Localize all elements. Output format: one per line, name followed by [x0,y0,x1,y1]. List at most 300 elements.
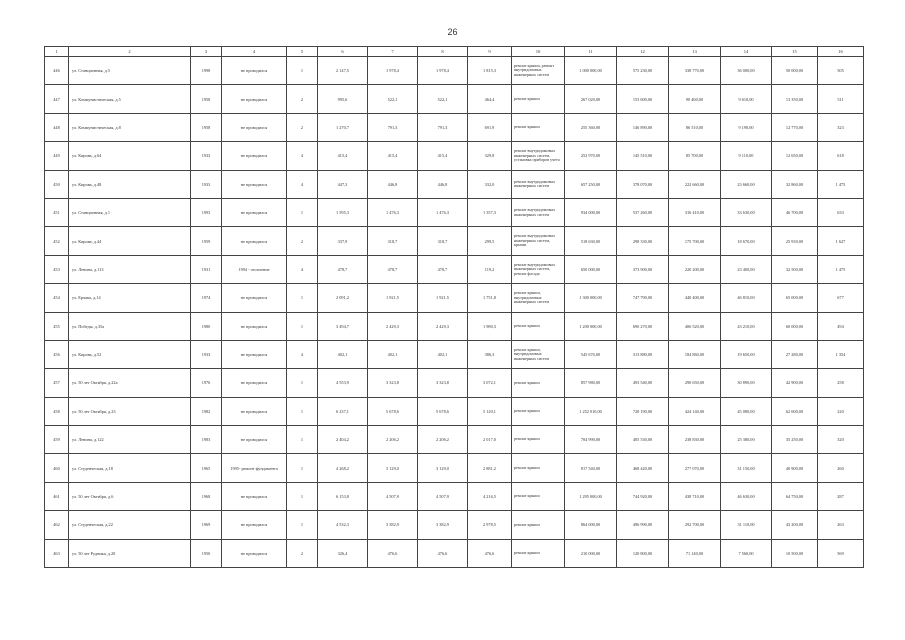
owners-cost-cell: 12 650,00 [772,142,818,170]
work-type-cell: ремонт крыши [512,454,565,482]
regional-cost-cell: 292 700,00 [669,511,721,539]
residential-area-cell: 2 978,5 [468,511,512,539]
fund-cost-cell: 720 190,00 [617,397,669,425]
premises-area-cell: 478,7 [418,255,468,283]
regional-cost-cell: 175 700,00 [669,227,721,255]
municipal-cost-cell: 31 110,00 [721,511,772,539]
year-built-cell: 1968 [191,482,222,510]
column-header: 11 [565,47,617,57]
total-cost-cell: 255 360,00 [565,113,617,141]
work-type-cell: ремонт крыши [512,426,565,454]
year-built-cell: 1931 [191,255,222,283]
living-area-cell: 5 678,6 [368,397,418,425]
address-cell: ул. Победы, д.35а [69,312,191,340]
row-number: 447 [45,85,69,113]
address-cell: ул. Кирова, д.44 [69,227,191,255]
residential-area-cell: 332,0 [468,170,512,198]
regional-cost-cell: 424 140,00 [669,397,721,425]
year-built-cell: 1959 [191,227,222,255]
floors-cell: 1 [287,511,318,539]
work-type-cell: ремонт крыши [512,113,565,141]
municipal-cost-cell: 31 150,00 [721,454,772,482]
living-area-cell: 402,1 [368,340,418,368]
residential-area-cell: 386,3 [468,340,512,368]
specific-cost-cell: 323 [818,113,864,141]
column-header: 14 [721,47,772,57]
floors-cell: 1 [287,369,318,397]
row-number: 456 [45,340,69,368]
address-cell: ул. Ленина, д.113 [69,255,191,283]
total-area-cell: 6 153,8 [318,482,368,510]
address-cell: ул. Студенческая, д.22 [69,511,191,539]
row-number: 452 [45,227,69,255]
owners-cost-cell: 50 000,00 [772,57,818,85]
municipal-cost-cell: 43 210,00 [721,312,772,340]
municipal-cost-cell: 46 630,00 [721,482,772,510]
premises-area-cell: 446,8 [418,170,468,198]
premises-area-cell: 3 129,0 [418,454,468,482]
page-number: 26 [447,27,458,37]
last-repair-cell: 1995- ремонт фундамента [222,454,287,482]
column-header: 6 [318,47,368,57]
regional-cost-cell: 184 860,00 [669,340,721,368]
column-header: 1 [45,47,69,57]
table-body [45,57,864,568]
regional-cost-cell: 316 410,00 [669,198,721,226]
living-area-cell: 318,7 [368,227,418,255]
row-number: 458 [45,397,69,425]
year-built-cell: 1950 [191,539,222,567]
regional-cost-cell: 222 660,00 [669,170,721,198]
work-type-cell: ремонт внутридомовых инженерных систем, ремонт фасада [512,255,565,283]
residential-area-cell: 119,2 [468,255,512,283]
fund-cost-cell: 747 790,00 [617,284,669,312]
premises-area-cell: 402,1 [418,340,468,368]
row-number: 453 [45,255,69,283]
total-area-cell: 2 404,2 [318,426,368,454]
owners-cost-cell: 43 200,00 [772,511,818,539]
living-area-cell: 1 921,5 [368,284,418,312]
premises-area-cell: 1 921,5 [418,284,468,312]
regional-cost-cell: 440 400,00 [669,284,721,312]
column-header: 3 [191,47,222,57]
row-number: 457 [45,369,69,397]
specific-cost-cell: 220 [818,397,864,425]
owners-cost-cell: 35 250,00 [772,426,818,454]
owners-cost-cell: 40 900,00 [772,454,818,482]
total-cost-cell: 817 540,00 [565,454,617,482]
column-header: 10 [512,47,565,57]
premises-area-cell: 476,6 [418,539,468,567]
total-area-cell: 1 270,7 [318,113,368,141]
row-number: 455 [45,312,69,340]
floors-cell: 1 [287,397,318,425]
municipal-cost-cell: 33 630,00 [721,198,772,226]
total-cost-cell: 267 020,00 [565,85,617,113]
total-area-cell: 402,1 [318,340,368,368]
regional-cost-cell: 86 510,00 [669,113,721,141]
regional-cost-cell: 277 070,00 [669,454,721,482]
municipal-cost-cell: 7 560,00 [721,539,772,567]
regional-cost-cell: 338 770,00 [669,57,721,85]
regional-cost-cell: 71 140,00 [669,539,721,567]
living-area-cell: 3 382,9 [368,511,418,539]
table-row [45,397,864,425]
premises-area-cell: 1 476,3 [418,198,468,226]
living-area-cell: 522,1 [368,85,418,113]
year-built-cell: 1933 [191,170,222,198]
table-row [45,539,864,567]
floors-cell: 4 [287,340,318,368]
header-row [45,47,864,57]
address-cell: ул. 50 лет Октября, д.23 [69,397,191,425]
floors-cell: 2 [287,85,318,113]
table-row [45,198,864,226]
residential-area-cell: 1 815,3 [468,57,512,85]
table-row [45,454,864,482]
column-header: 12 [617,47,669,57]
year-built-cell: 1958 [191,113,222,141]
row-number: 462 [45,511,69,539]
address-cell: ул. 50 лет Октября, д.22а [69,369,191,397]
total-cost-cell: 1 252 010,00 [565,397,617,425]
floors-cell: 4 [287,255,318,283]
living-area-cell: 415,4 [368,142,418,170]
specific-cost-cell: 1 475 [818,170,864,198]
last-repair-cell: не проводился [222,511,287,539]
address-cell: ул. Кирова, д.64 [69,142,191,170]
fund-cost-cell: 496 990,00 [617,511,669,539]
table-row [45,57,864,85]
premises-area-cell: 791,3 [418,113,468,141]
regional-cost-cell: 290 650,00 [669,369,721,397]
address-cell: ул. Станционная, д.1 [69,198,191,226]
last-repair-cell: не проводился [222,170,287,198]
residential-area-cell: 1 751,8 [468,284,512,312]
column-header: 7 [368,47,418,57]
capital-repair-table [44,46,864,568]
fund-cost-cell: 145 510,00 [617,142,669,170]
premises-area-cell: 3 323,8 [418,369,468,397]
owners-cost-cell: 32 500,00 [772,255,818,283]
living-area-cell: 791,3 [368,113,418,141]
address-cell: ул. Кирова, д.52 [69,340,191,368]
row-number: 460 [45,454,69,482]
specific-cost-cell: 258 [818,369,864,397]
municipal-cost-cell: 45 080,00 [721,397,772,425]
last-repair-cell: 1994 - отопление [222,255,287,283]
address-cell: ул. Ерчака, д.14 [69,284,191,312]
regional-cost-cell: 406 520,00 [669,312,721,340]
regional-cost-cell: 85 700,00 [669,142,721,170]
address-cell: ул. Студенческая, д.18 [69,454,191,482]
specific-cost-cell: 1 475 [818,255,864,283]
residential-area-cell: 3 072,1 [468,369,512,397]
specific-cost-cell: 677 [818,284,864,312]
premises-area-cell: 318,7 [418,227,468,255]
table-row [45,142,864,170]
regional-cost-cell: 238 830,00 [669,426,721,454]
work-type-cell: ремонт внутридомовых инженерных систем, установка приборов учета [512,142,565,170]
year-built-cell: 1976 [191,369,222,397]
last-repair-cell: не проводился [222,284,287,312]
column-header: 15 [772,47,818,57]
municipal-cost-cell: 9 190,00 [721,113,772,141]
specific-cost-cell: 260 [818,454,864,482]
premises-area-cell: 2 429,3 [418,312,468,340]
premises-area-cell: 3 382,9 [418,511,468,539]
regional-cost-cell: 220 200,00 [669,255,721,283]
premises-area-cell: 415,4 [418,142,468,170]
column-header: 2 [69,47,191,57]
municipal-cost-cell: 25 380,00 [721,426,772,454]
specific-cost-cell: 494 [818,312,864,340]
table-row [45,340,864,368]
row-number: 459 [45,426,69,454]
table-row [45,511,864,539]
municipal-cost-cell: 36 000,00 [721,57,772,85]
column-header: 9 [468,47,512,57]
year-built-cell: 1933 [191,340,222,368]
work-type-cell: ремонт внутридомовых инженерных систем, крыши [512,227,565,255]
total-cost-cell: 657 250,00 [565,170,617,198]
specific-cost-cell: 511 [818,85,864,113]
fund-cost-cell: 146 890,00 [617,113,669,141]
regional-cost-cell: 438 710,00 [669,482,721,510]
row-number: 446 [45,57,69,85]
work-type-cell: ремонт крыши, ремонт внутридомовых инженерных систем [512,57,565,85]
address-cell: ул. 50 лет Октября, д.6 [69,482,191,510]
fund-cost-cell: 690 270,00 [617,312,669,340]
regional-cost-cell: 90 460,00 [669,85,721,113]
total-cost-cell: 1 300 000,00 [565,284,617,312]
column-header: 13 [669,47,721,57]
fund-cost-cell: 120 800,00 [617,539,669,567]
residential-area-cell: 299,5 [468,227,512,255]
municipal-cost-cell: 9 110,00 [721,142,772,170]
residential-area-cell: 691,9 [468,113,512,141]
fund-cost-cell: 378 070,00 [617,170,669,198]
work-type-cell: ремонт крыши, внутридомовых инженерных систем [512,340,565,368]
floors-cell: 2 [287,539,318,567]
specific-cost-cell: 263 [818,511,864,539]
fund-cost-cell: 468 420,00 [617,454,669,482]
last-repair-cell: не проводился [222,539,287,567]
column-header: 5 [287,47,318,57]
total-area-cell: 4 532,3 [318,511,368,539]
last-repair-cell: не проводился [222,369,287,397]
living-area-cell: 478,7 [368,255,418,283]
owners-cost-cell: 12 770,00 [772,113,818,141]
floors-cell: 4 [287,142,318,170]
total-area-cell: 447,3 [318,170,368,198]
year-built-cell: 1974 [191,284,222,312]
column-header: 16 [818,47,864,57]
year-built-cell: 1958 [191,85,222,113]
work-type-cell: ремонт крыши [512,397,565,425]
last-repair-cell: не проводился [222,142,287,170]
address-cell: ул. 50 лет Рудника, д.20 [69,539,191,567]
owners-cost-cell: 10 500,00 [772,539,818,567]
table-row [45,170,864,198]
total-cost-cell: 864 000,00 [565,511,617,539]
work-type-cell: ремонт внутридомовых инженерных систем [512,198,565,226]
total-area-cell: 337,9 [318,227,368,255]
total-area-cell: 3 494,7 [318,312,368,340]
table-row [45,369,864,397]
residential-area-cell: 329,8 [468,142,512,170]
last-repair-cell: не проводился [222,426,287,454]
row-number: 450 [45,170,69,198]
living-area-cell: 2 206,2 [368,426,418,454]
table-row [45,312,864,340]
fund-cost-cell: 298 330,00 [617,227,669,255]
total-area-cell: 4 553,9 [318,369,368,397]
floors-cell: 1 [287,312,318,340]
residential-area-cell: 1 980,3 [468,312,512,340]
year-built-cell: 1993 [191,198,222,226]
year-built-cell: 1969 [191,511,222,539]
total-area-cell: 415,4 [318,142,368,170]
fund-cost-cell: 373 900,00 [617,255,669,283]
work-type-cell: ремонт крыши [512,539,565,567]
column-header: 4 [222,47,287,57]
specific-cost-cell: 1 354 [818,340,864,368]
year-built-cell: 1982 [191,397,222,425]
living-area-cell: 4 507,9 [368,482,418,510]
residential-area-cell: 1 357,3 [468,198,512,226]
total-area-cell: 2 147,5 [318,57,368,85]
total-cost-cell: 210 000,00 [565,539,617,567]
premises-area-cell: 5 678,6 [418,397,468,425]
living-area-cell: 3 129,0 [368,454,418,482]
living-area-cell: 446,8 [368,170,418,198]
row-number: 451 [45,198,69,226]
total-area-cell: 4 268,2 [318,454,368,482]
total-area-cell: 2 091,2 [318,284,368,312]
municipal-cost-cell: 23 660,00 [721,170,772,198]
premises-area-cell: 2 206,2 [418,426,468,454]
residential-area-cell: 2 017,0 [468,426,512,454]
work-type-cell: ремонт крыши [512,511,565,539]
year-built-cell: 1933 [191,142,222,170]
floors-cell: 1 [287,426,318,454]
owners-cost-cell: 27 280,00 [772,340,818,368]
work-type-cell: ремонт внутридомовых инженерных систем [512,170,565,198]
fund-cost-cell: 405 530,00 [617,426,669,454]
year-built-cell: 1980 [191,312,222,340]
living-area-cell: 2 429,3 [368,312,418,340]
living-area-cell: 1 978,4 [368,57,418,85]
floors-cell: 1 [287,482,318,510]
specific-cost-cell: 1 627 [818,227,864,255]
total-cost-cell: 704 990,00 [565,426,617,454]
table-row [45,284,864,312]
last-repair-cell: не проводился [222,57,287,85]
last-repair-cell: не проводился [222,227,287,255]
table-row [45,227,864,255]
owners-cost-cell: 42 900,00 [772,369,818,397]
work-type-cell: ремонт крыши, внутридомовых инженерных систем [512,284,565,312]
residential-area-cell: 4 216,5 [468,482,512,510]
municipal-cost-cell: 9 610,00 [721,85,772,113]
fund-cost-cell: 744 920,00 [617,482,669,510]
municipal-cost-cell: 30 890,00 [721,369,772,397]
fund-cost-cell: 313 880,00 [617,340,669,368]
table-row [45,113,864,141]
floors-cell: 1 [287,454,318,482]
owners-cost-cell: 64 750,00 [772,482,818,510]
address-cell: ул. Кирова, д.48 [69,170,191,198]
specific-cost-cell: 320 [818,426,864,454]
living-area-cell: 3 323,8 [368,369,418,397]
year-built-cell: 1965 [191,454,222,482]
floors-cell: 2 [287,227,318,255]
residential-area-cell: 476,6 [468,539,512,567]
fund-cost-cell: 153 600,00 [617,85,669,113]
last-repair-cell: не проводился [222,312,287,340]
owners-cost-cell: 32 860,00 [772,170,818,198]
total-cost-cell: 650 000,00 [565,255,617,283]
table-row [45,426,864,454]
table-row [45,255,864,283]
floors-cell: 1 [287,198,318,226]
address-cell: ул. Ленина, д.122 [69,426,191,454]
residential-area-cell: 464,4 [468,85,512,113]
owners-cost-cell: 60 000,00 [772,312,818,340]
owners-cost-cell: 46 700,00 [772,198,818,226]
owners-cost-cell: 13 350,00 [772,85,818,113]
row-number: 454 [45,284,69,312]
municipal-cost-cell: 23 400,00 [721,255,772,283]
last-repair-cell: не проводился [222,85,287,113]
municipal-cost-cell: 19 650,00 [721,340,772,368]
address-cell: ул. Станционная, д.5 [69,57,191,85]
year-built-cell: 1998 [191,57,222,85]
owners-cost-cell: 65 000,00 [772,284,818,312]
last-repair-cell: не проводился [222,482,287,510]
owners-cost-cell: 25 930,00 [772,227,818,255]
total-cost-cell: 518 630,00 [565,227,617,255]
specific-cost-cell: 505 [818,57,864,85]
row-number: 448 [45,113,69,141]
fund-cost-cell: 575 230,00 [617,57,669,85]
municipal-cost-cell: 46 810,00 [721,284,772,312]
last-repair-cell: не проводился [222,113,287,141]
floors-cell: 4 [287,170,318,198]
fund-cost-cell: 537 260,00 [617,198,669,226]
address-cell: ул. Коммунистическая, д.8 [69,113,191,141]
work-type-cell: ремонт крыши [512,369,565,397]
total-area-cell: 6 237,1 [318,397,368,425]
total-area-cell: 995,6 [318,85,368,113]
premises-area-cell: 1 978,4 [418,57,468,85]
total-cost-cell: 545 670,00 [565,340,617,368]
specific-cost-cell: 569 [818,539,864,567]
last-repair-cell: не проводился [222,397,287,425]
specific-cost-cell: 633 [818,198,864,226]
last-repair-cell: не проводился [222,198,287,226]
living-area-cell: 476,6 [368,539,418,567]
work-type-cell: ремонт крыши [512,85,565,113]
total-cost-cell: 252 970,00 [565,142,617,170]
address-cell: ул. Коммунистическая, д.5 [69,85,191,113]
total-area-cell: 478,7 [318,255,368,283]
row-number: 449 [45,142,69,170]
floors-cell: 2 [287,113,318,141]
premises-area-cell: 4 507,9 [418,482,468,510]
table-row [45,85,864,113]
